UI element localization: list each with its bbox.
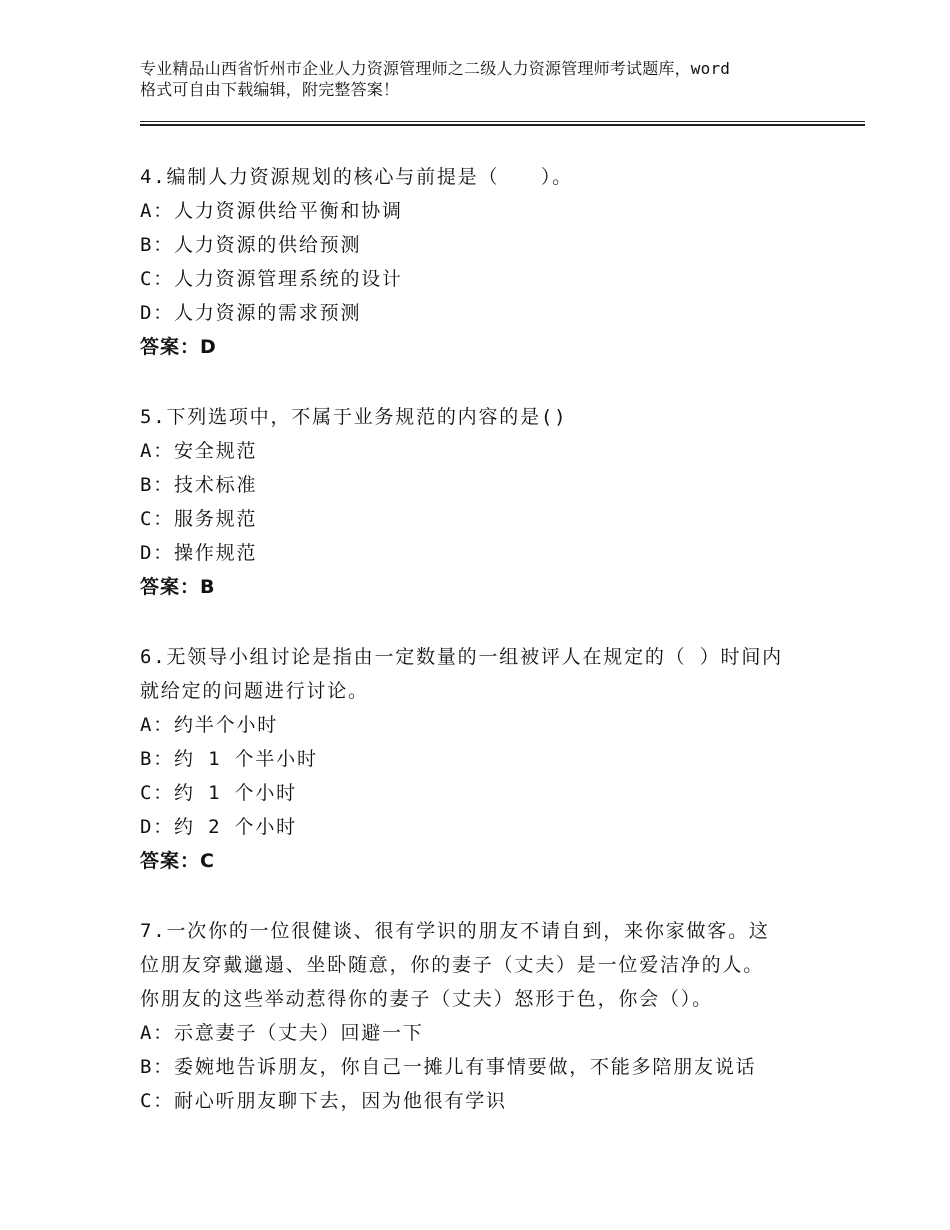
header-divider-thick xyxy=(140,124,865,126)
header-divider-thin xyxy=(140,121,865,122)
option-c: C：耐心听朋友聊下去，因为他很有学识 xyxy=(140,1090,507,1112)
question-stem-line-3: 你朋友的这些举动惹得你的妻子（丈夫）怒形于色，你会（）。 xyxy=(140,988,713,1010)
document-header xyxy=(140,58,830,100)
question-stem: 4.编制人力资源规划的核心与前提是（ ）。 xyxy=(140,166,573,188)
option-b: B：委婉地告诉朋友，你自己一摊儿有事情要做，不能多陪朋友说话 xyxy=(140,1056,757,1078)
option-d: D：人力资源的需求预测 xyxy=(140,302,362,324)
header-line-2: 格式可自由下载编辑，附完整答案！ xyxy=(140,80,400,99)
option-a: A：安全规范 xyxy=(140,440,258,462)
option-c: C：约 1 个小时 xyxy=(140,782,297,804)
question-stem-line-1: 7.一次你的一位很健谈、很有学识的朋友不请自到，来你家做客。这 xyxy=(140,920,770,942)
question-stem-line-2: 位朋友穿戴邋遢、坐卧随意，你的妻子（丈夫）是一位爱洁净的人。 xyxy=(140,954,765,976)
option-d: D：约 2 个小时 xyxy=(140,816,297,838)
question-7 xyxy=(140,914,830,1118)
option-c: C：服务规范 xyxy=(140,508,258,530)
question-stem-line-1: 6.无领导小组讨论是指由一定数量的一组被评人在规定的（ ）时间内 xyxy=(140,646,783,668)
option-a: A：约半个小时 xyxy=(140,714,279,736)
question-5 xyxy=(140,400,830,604)
option-d: D：操作规范 xyxy=(140,542,258,564)
option-c: C：人力资源管理系统的设计 xyxy=(140,268,403,290)
header-line-1: 专业精品山西省忻州市企业人力资源管理师之二级人力资源管理师考试题库，word xyxy=(140,59,731,78)
question-4 xyxy=(140,160,830,364)
question-stem-line-2: 就给定的问题进行讨论。 xyxy=(140,680,369,702)
answer-label: 答案：B xyxy=(140,576,216,598)
option-a: A：示意妻子（丈夫）回避一下 xyxy=(140,1022,424,1044)
question-6 xyxy=(140,640,830,878)
option-b: B：技术标准 xyxy=(140,474,258,496)
question-stem: 5.下列选项中，不属于业务规范的内容的是() xyxy=(140,406,568,428)
answer-label: 答案：C xyxy=(140,850,215,872)
answer-label: 答案：D xyxy=(140,336,217,358)
option-b: B：人力资源的供给预测 xyxy=(140,234,362,256)
question-list xyxy=(140,160,830,1154)
option-b: B：约 1 个半小时 xyxy=(140,748,318,770)
option-a: A：人力资源供给平衡和协调 xyxy=(140,200,403,222)
